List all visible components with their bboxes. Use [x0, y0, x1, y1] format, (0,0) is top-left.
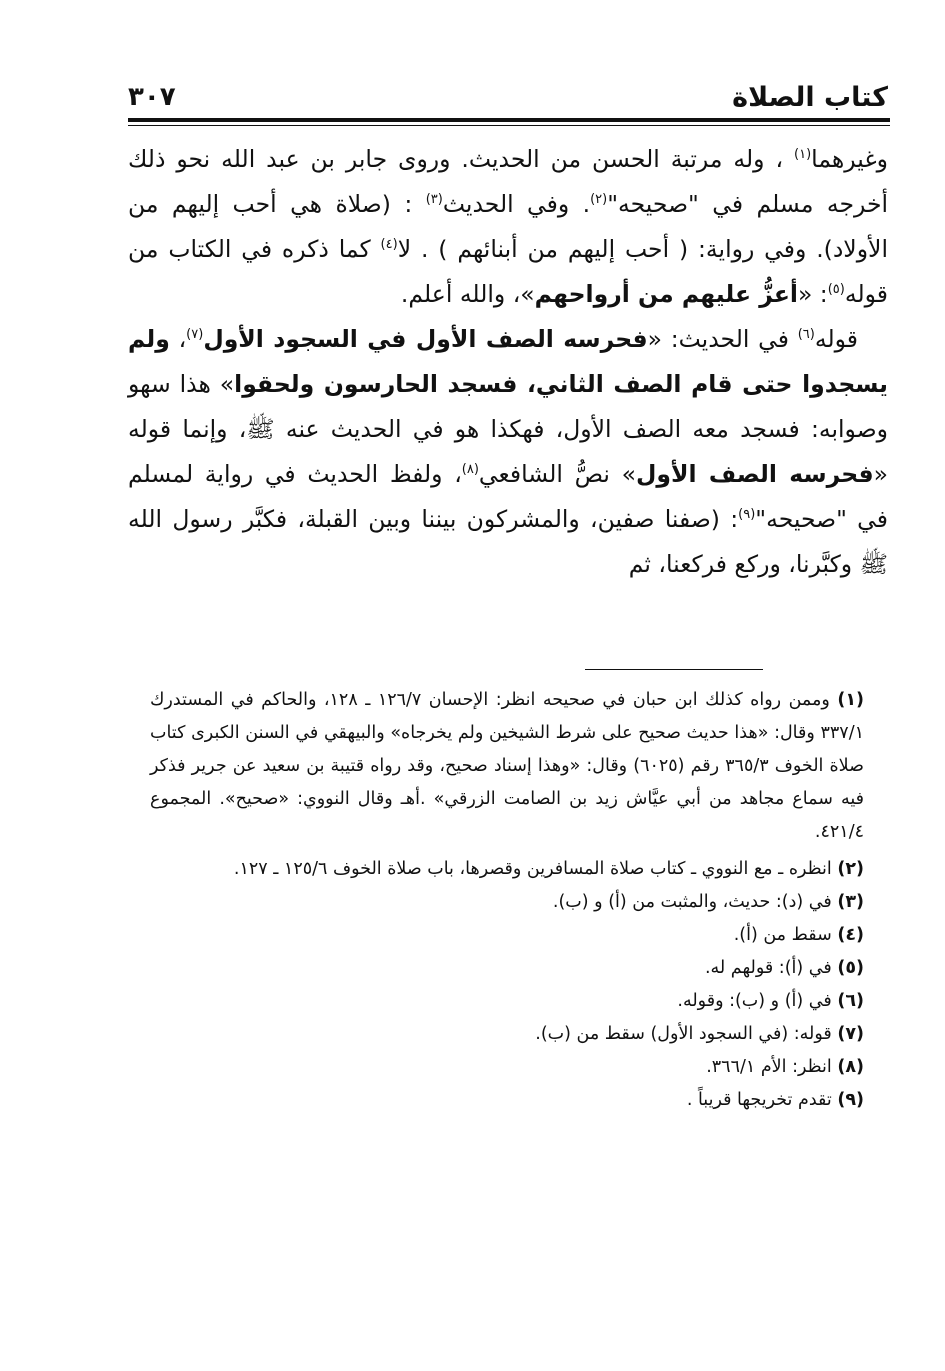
footnote-number: (٨) [837, 1057, 864, 1077]
text-run: . وفي الحديث [442, 190, 591, 218]
text-run: وغيرهما [811, 145, 888, 173]
footnote-5 [150, 952, 888, 985]
footnote-text: في (أ): قولهم له. [704, 958, 832, 978]
bold-quote: أعزُّ عليهم من أرواحهم [534, 280, 798, 308]
text-run: ، [169, 325, 187, 353]
footnote-ref: (١) [794, 147, 812, 163]
footnote-ref: (٦) [797, 327, 815, 343]
text-run: : (صفنا صفين، والمشركون بيننا وبين القبلة، فكبَّر رسول الله ﷺ وكبَّرنا، وركع فركعنا، ثم [128, 505, 888, 578]
footnote-1 [150, 684, 888, 849]
bold-quote: فحرسه الصف الأول في السجود الأول [203, 325, 648, 353]
footnote-number: (٤) [837, 925, 864, 945]
footnote-number: (٦) [837, 991, 864, 1011]
text-run: » هذا سهو وصوابه: فسجد معه الصف الأول، فهكذا هو في الحديث عنه ﷺ، وإنما قوله « [128, 370, 888, 488]
footnote-2 [150, 853, 888, 886]
bold-quote: ولم يسجدوا حتى قام الصف الثاني، فسجد الحارسون ولحقوا [128, 325, 888, 398]
footnote-ref: (٣) [425, 192, 443, 208]
footnote-text: سقط من (أ). [733, 925, 832, 945]
text-run: كما ذكره في الكتاب من قوله [128, 235, 888, 308]
footnote-ref: (٩) [738, 507, 756, 523]
footnote-ref: (٤) [380, 237, 398, 253]
footnote-number: (٣) [837, 892, 864, 912]
footnote-separator [585, 669, 763, 670]
text-run: ، وله مرتبة الحسن من الحديث. وروى جابر بن عبد الله نحو ذلك أخرجه مسلم في "صحيحه" [128, 145, 888, 218]
footnotes [150, 684, 888, 1117]
running-title: كتاب الصلاة [732, 82, 888, 113]
text-run: : (صلاة هي أحب إليهم من الأولاد). وفي رواية: ( أحب إليهم من أبنائهم ) . لا [128, 190, 888, 263]
paragraph-2 [128, 317, 888, 587]
text-run: » نصُّ الشافعي [478, 460, 636, 488]
footnote-number: (٩) [837, 1090, 864, 1110]
footnote-text: قوله: (في السجود الأول) سقط من (ب). [535, 1024, 832, 1044]
footnote-8 [150, 1051, 888, 1084]
footnote-number: (١) [837, 690, 864, 710]
header-rule-thin [128, 125, 890, 126]
main-text [128, 137, 888, 587]
text-run: : « [797, 280, 828, 308]
text-run: ، ولفظ الحديث في رواية لمسلم في "صحيحه" [128, 460, 888, 533]
footnote-6 [150, 985, 888, 1018]
text-run: »، والله أعلم. [400, 280, 535, 308]
page-number: ٣٠٧ [128, 82, 176, 112]
footnote-text: تقدم تخريجها قريباً . [686, 1090, 832, 1110]
footnote-ref: (٧) [186, 327, 204, 343]
footnote-text: في (أ) و (ب): وقوله. [677, 991, 832, 1011]
footnote-9 [150, 1084, 888, 1117]
text-run: قوله [814, 325, 858, 353]
footnote-ref: (٨) [461, 462, 479, 478]
footnote-text: انظر: الأم ٣٦٦/١. [706, 1057, 832, 1077]
footnote-number: (٧) [837, 1024, 864, 1044]
footnote-text: انظره ـ مع النووي ـ كتاب صلاة المسافرين وقصرها، باب صلاة الخوف ١٢٥/٦ ـ ١٢٧. [233, 859, 832, 879]
page-header [128, 72, 888, 120]
footnote-ref: (٥) [827, 282, 845, 298]
text-run: في الحديث: « [647, 325, 789, 353]
footnote-text: في (د): حديث، والمثبت من (أ) و (ب). [552, 892, 832, 912]
footnote-number: (٥) [837, 958, 864, 978]
footnote-number: (٢) [837, 859, 864, 879]
footnote-text: وممن رواه كذلك ابن حبان في صحيحه انظر: الإحسان ١٢٦/٧ ـ ١٢٨، والحاكم في المستدرك ٣٣٧/١ وقال: «هذا حديث صحيح على شرط الشيخين ولم يخرجاه» والبيهقي في السنن الكبرى كتاب صلاة الخوف ٣٦٥/٣ رقم (٦٠٢٥) وقال: «وهذا إسناد صحيح، وقد رواه قتيبة بن سعيد عن جرير فذكر فيه سماع مجاهد من أبي عيَّاش زيد بن الصامت الزرقي» .أهـ وقال النووي: «صحيح». المجموع ٤٢١/٤. [150, 690, 864, 842]
footnote-7 [150, 1018, 888, 1051]
paragraph-1 [128, 137, 888, 317]
footnote-4 [150, 919, 888, 952]
bold-quote: فحرسه الصف الأول [635, 460, 874, 488]
footnote-3 [150, 886, 888, 919]
header-rule-thick [128, 118, 890, 122]
footnote-ref: (٢) [590, 192, 608, 208]
